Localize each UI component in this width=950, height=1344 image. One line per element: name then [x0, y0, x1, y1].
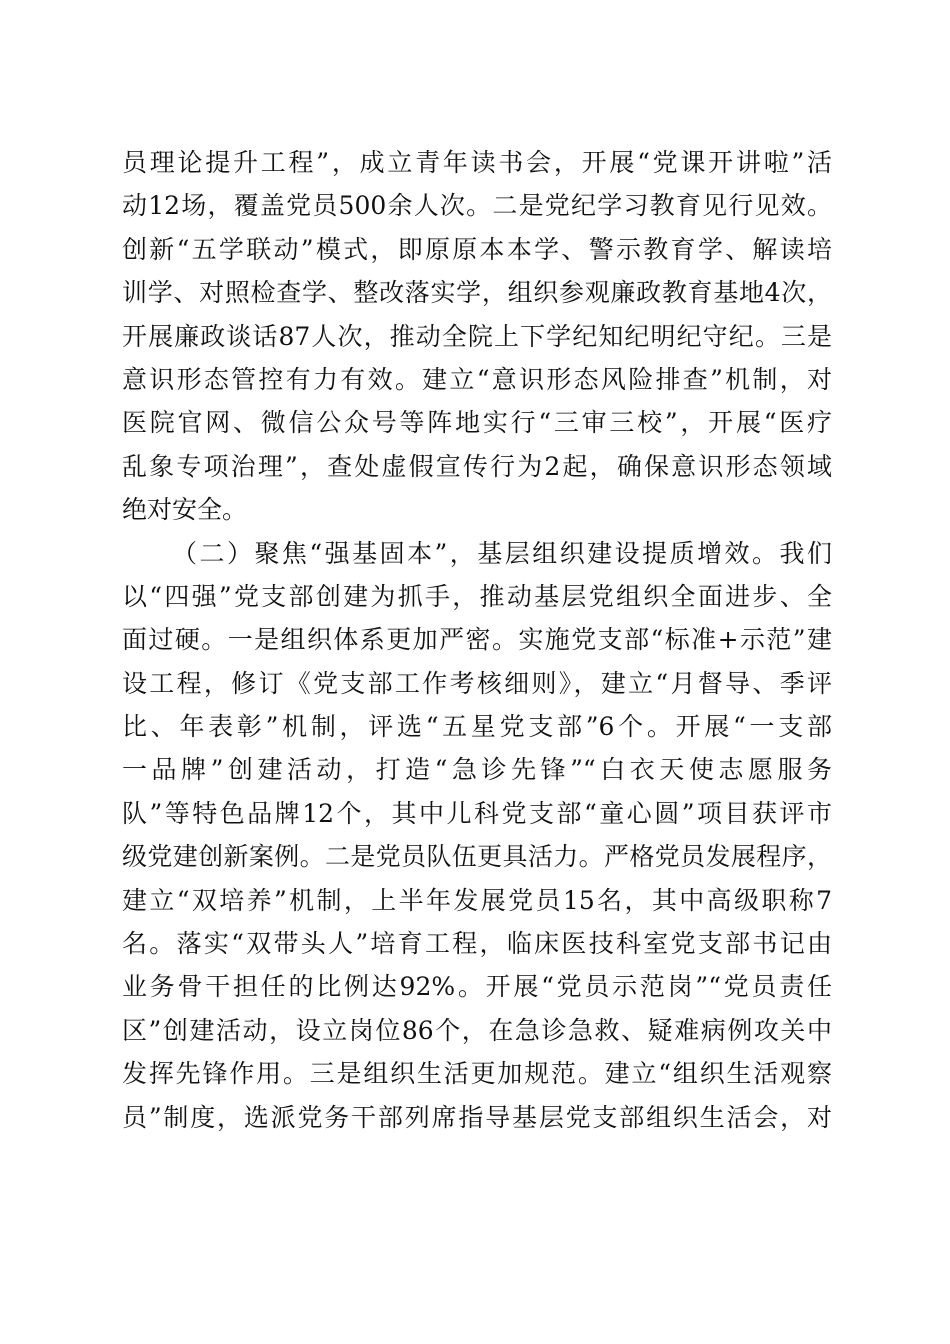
- text-line: 面过硬。一是组织体系更加严密。实施党支部“标准+示范”建: [122, 625, 832, 655]
- text-line: 一品牌”创建活动，打造“急诊先锋”“白衣天使志愿服务: [122, 755, 832, 785]
- text-line: 区”创建活动，设立岗位86个，在急诊急救、疑难病例攻关中: [122, 1015, 832, 1045]
- section-heading-line: （二）聚焦“强基固本”，基层组织建设提质增效。我们: [172, 538, 832, 568]
- text-line: 训学、对照检查学、整改落实学，组织参观廉政教育基地4次，: [122, 278, 832, 308]
- text-line: 建立“双培养”机制，上半年发展党员15名，其中高级职称7: [122, 885, 832, 915]
- document-body: [122, 141, 832, 1139]
- text-line: 医院官网、微信公众号等阵地实行“三审三校”，开展“医疗: [122, 408, 832, 438]
- text-line: 开展廉政谈话87人次，推动全院上下学纪知纪明纪守纪。三是: [122, 321, 832, 351]
- text-line: 员理论提升工程”，成立青年读书会，开展“党课开讲啦”活: [122, 148, 832, 177]
- text-line: 员”制度，选派党务干部列席指导基层党支部组织生活会，对: [122, 1102, 832, 1132]
- text-line: 绝对安全。: [122, 495, 248, 525]
- text-line: 设工程，修订《党支部工作考核细则》，建立“月督导、季评: [122, 668, 832, 698]
- text-line: 意识形态管控有力有效。建立“意识形态风险排查”机制，对: [122, 364, 832, 394]
- text-line: 乱象专项治理”，查处虚假宣传行为2起，确保意识形态领域: [122, 451, 832, 481]
- text-line: 发挥先锋作用。三是组织生活更加规范。建立“组织生活观察: [122, 1059, 832, 1089]
- text-line: 比、年表彰”机制，评选“五星党支部”6个。开展“一支部: [122, 712, 832, 742]
- text-line: 级党建创新案例。二是党员队伍更具活力。严格党员发展程序，: [122, 842, 832, 872]
- text-line: 以“四强”党支部创建为抓手，推动基层党组织全面进步、全: [122, 581, 832, 611]
- text-line: 名。落实“双带头人”培育工程，临床医技科室党支部书记由: [122, 929, 832, 959]
- text-line: 创新“五学联动”模式，即原原本本学、警示教育学、解读培: [122, 234, 832, 264]
- text-line: 队”等特色品牌12个，其中儿科党支部“童心圆”项目获评市: [122, 798, 832, 828]
- text-line: 动12场，覆盖党员500余人次。二是党纪学习教育见行见效。: [122, 191, 832, 221]
- text-line: 业务骨干担任的比例达92%。开展“党员示范岗”“党员责任: [122, 972, 832, 1002]
